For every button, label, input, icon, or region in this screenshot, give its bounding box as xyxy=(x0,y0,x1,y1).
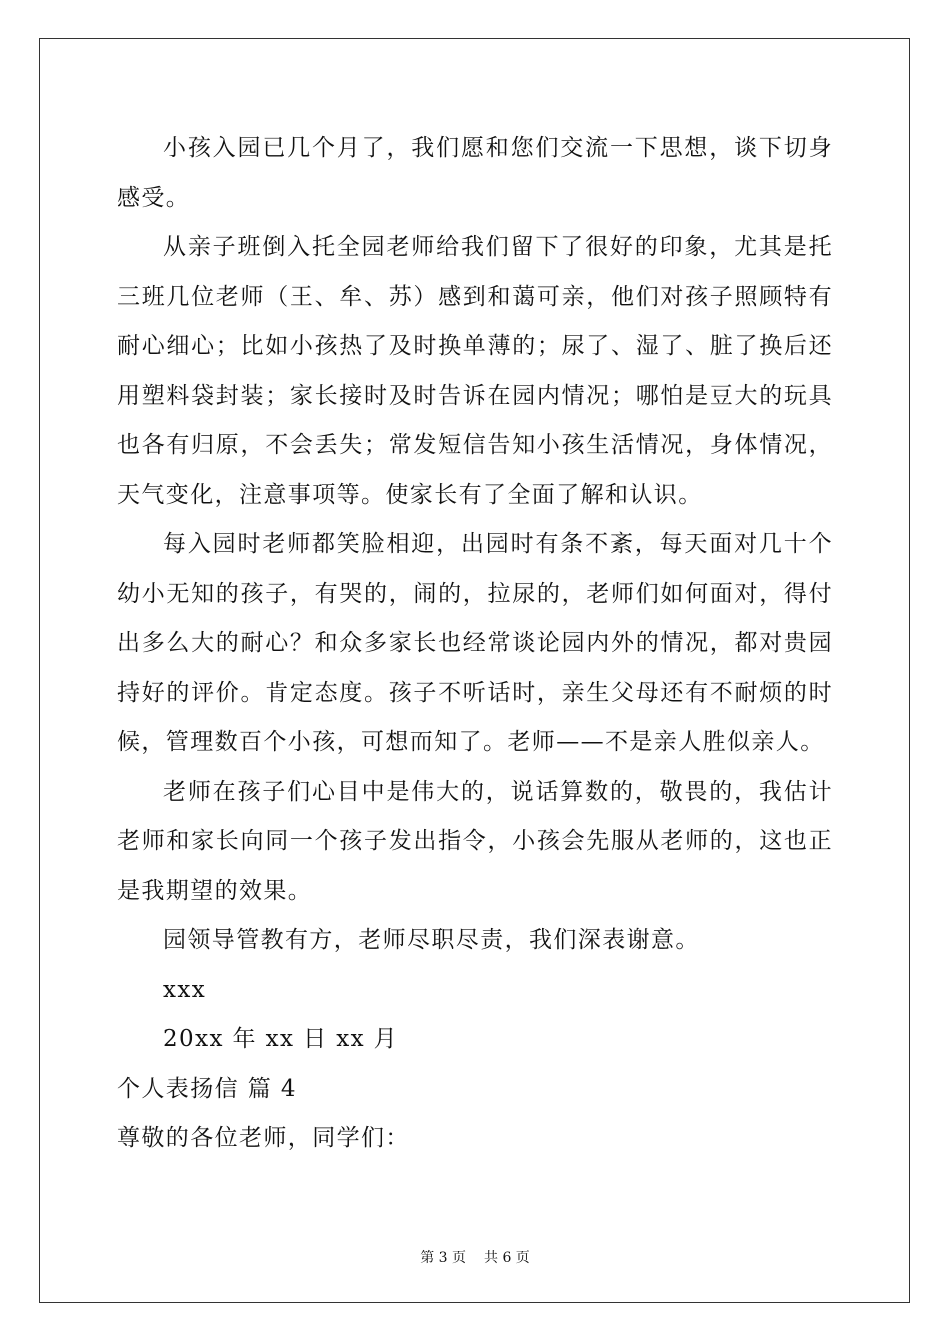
paragraph-5: 园领导管教有方，老师尽职尽责，我们深表谢意。 xyxy=(163,927,700,953)
paragraph-3: 每入园时老师都笑脸相迎，出园时有条不紊，每天面对几十个幼小无知的孩子，有哭的，闹的，拉尿的，老师们如何面对，得付出多么大的耐心？和众多家长也经常谈论园内外的情况，都对贵园持好的评价。肯定态度。孩子不听话时，亲生父母还有不耐烦的时候，管理数百个小孩，可想而知了。老师——不是亲人胜似亲人。 xyxy=(117,531,833,755)
page-footer xyxy=(0,1247,950,1267)
page-number: 第 3 页 xyxy=(420,1250,466,1266)
document-body xyxy=(117,124,833,1164)
page-total: 共 6 页 xyxy=(484,1250,530,1266)
salutation: 尊敬的各位老师，同学们： xyxy=(117,1125,410,1151)
paragraph-1: 小孩入园已几个月了，我们愿和您们交流一下思想，谈下切身感受。 xyxy=(117,135,833,211)
date-line: 20xx 年 xx 日 xx 月 xyxy=(163,1026,399,1052)
paragraph-2: 从亲子班倒入托全园老师给我们留下了很好的印象，尤其是托三班几位老师（王、牟、苏）感到和蔼可亲，他们对孩子照顾特有耐心细心；比如小孩热了及时换单薄的；尿了、湿了、脏了换后还用塑料袋封装；家长接时及时告诉在园内情况；哪怕是豆大的玩具也各有归原，不会丢失；常发短信告知小孩生活情况，身体情况，天气变化，注意事项等。使家长有了全面了解和认识。 xyxy=(117,234,833,508)
signature: xxx xyxy=(163,976,207,1003)
section-title: 个人表扬信 篇 4 xyxy=(117,1075,297,1102)
paragraph-4: 老师在孩子们心目中是伟大的，说话算数的，敬畏的，我估计老师和家长向同一个孩子发出指令，小孩会先服从老师的，这也正是我期望的效果。 xyxy=(117,778,833,904)
